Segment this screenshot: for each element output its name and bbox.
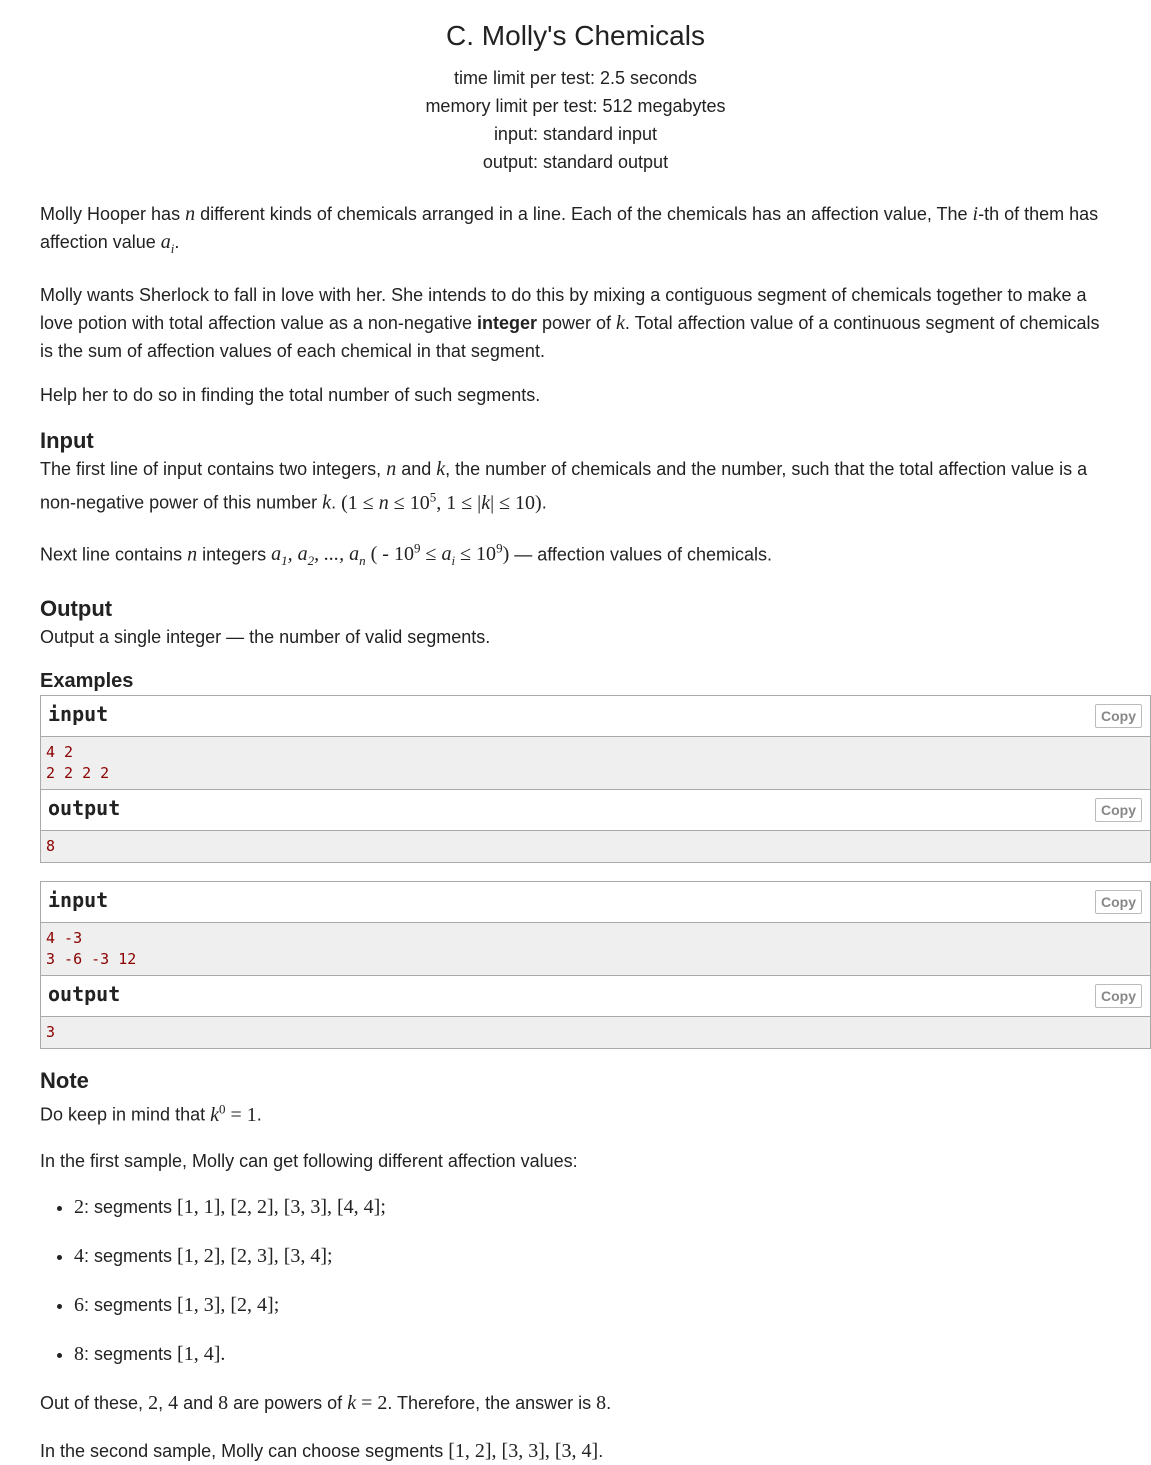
output-label: output bbox=[48, 982, 121, 1007]
copy-button[interactable]: Copy bbox=[1095, 984, 1142, 1008]
output-section-title: Output bbox=[40, 596, 113, 622]
note-paragraph-2: In the first sample, Molly can get following different affection values: bbox=[40, 1150, 578, 1171]
note-paragraph-1: Do keep in mind that $k^0 = 1$. bbox=[40, 1101, 262, 1126]
problem-title: C. Molly's Chemicals bbox=[446, 20, 705, 51]
example-2-output-header bbox=[41, 976, 1150, 1017]
list-item: • 8: segments [1, 4]. bbox=[74, 1340, 1111, 1368]
output-paragraph: Output a single integer — the number of valid segments. bbox=[40, 627, 491, 648]
example-2-input-header bbox=[41, 882, 1150, 923]
example-1-input: 4 2 2 2 2 2 bbox=[41, 737, 1150, 790]
problem-header bbox=[40, 0, 1111, 176]
output-file: output: standard output bbox=[482, 152, 669, 172]
example-1-output-header bbox=[41, 790, 1150, 831]
examples-title: Examples bbox=[40, 670, 134, 693]
example-1 bbox=[40, 695, 1151, 863]
example-2-input: 4 -3 3 -6 -3 12 bbox=[41, 923, 1150, 976]
statement-paragraph-1: Molly Hooper has n different kinds of chemicals arranged in a line. Each of the chemicals has an affection value, The i-th of them has affection value $a_i$. bbox=[40, 203, 1099, 256]
list-item: • 2: segments [1, 1], [2, 2], [3, 3], [4, 4]; bbox=[74, 1193, 1111, 1221]
note-paragraph-3: Out of these, 2, 4 and 8 are powers of k = 2. Therefore, the answer is 8. bbox=[40, 1391, 612, 1414]
copy-button[interactable]: Copy bbox=[1095, 798, 1142, 822]
example-2-output: 3 bbox=[41, 1017, 1150, 1048]
input-section-title: Input bbox=[40, 428, 94, 453]
example-1-input-header bbox=[41, 696, 1150, 737]
input-label: input bbox=[48, 888, 109, 913]
input-paragraph-2: Next line contains n integers $a_1$, $a_2$, ..., $a_n$ ( - $10^9 \le a_i \le 10^9$) — affection values of chemicals. bbox=[40, 540, 773, 569]
example-2 bbox=[40, 881, 1151, 1049]
affection-values-list bbox=[40, 1193, 1111, 1368]
output-label: output bbox=[48, 796, 121, 821]
input-label: input bbox=[48, 702, 109, 727]
statement-paragraph-2: Molly wants Sherlock to fall in love with her. She intends to do this by mixing a contiguous segment of chemicals together to make a love potion with total affection value as a non-negative integer power of k. Total affection value of a continuous segment of chemicals is the sum of affection values of each chemical in that segment. bbox=[40, 285, 1100, 361]
input-file: input: standard input bbox=[493, 124, 658, 144]
note-paragraph-4: In the second sample, Molly can choose segments [1, 2], [3, 3], [3, 4]. bbox=[40, 1439, 604, 1462]
copy-button[interactable]: Copy bbox=[1095, 704, 1142, 728]
time-limit: time limit per test: 2.5 seconds bbox=[453, 68, 698, 88]
list-item: • 4: segments [1, 2], [2, 3], [3, 4]; bbox=[74, 1242, 1111, 1270]
statement-paragraph-3: Help her to do so in finding the total number of such segments. bbox=[40, 385, 541, 405]
list-item: • 6: segments [1, 3], [2, 4]; bbox=[74, 1291, 1111, 1319]
memory-limit: memory limit per test: 512 megabytes bbox=[425, 96, 726, 116]
input-paragraph-1: The first line of input contains two integers, n and k, the number of chemicals and the number, such that the total affection value is a non-negative power of this number k. ($1 \le n \le 10^5$, 1 ≤ |k| ≤ 10). bbox=[40, 458, 1088, 514]
example-1-output: 8 bbox=[41, 831, 1150, 862]
note-section-title: Note bbox=[40, 1068, 89, 1094]
copy-button[interactable]: Copy bbox=[1095, 890, 1142, 914]
